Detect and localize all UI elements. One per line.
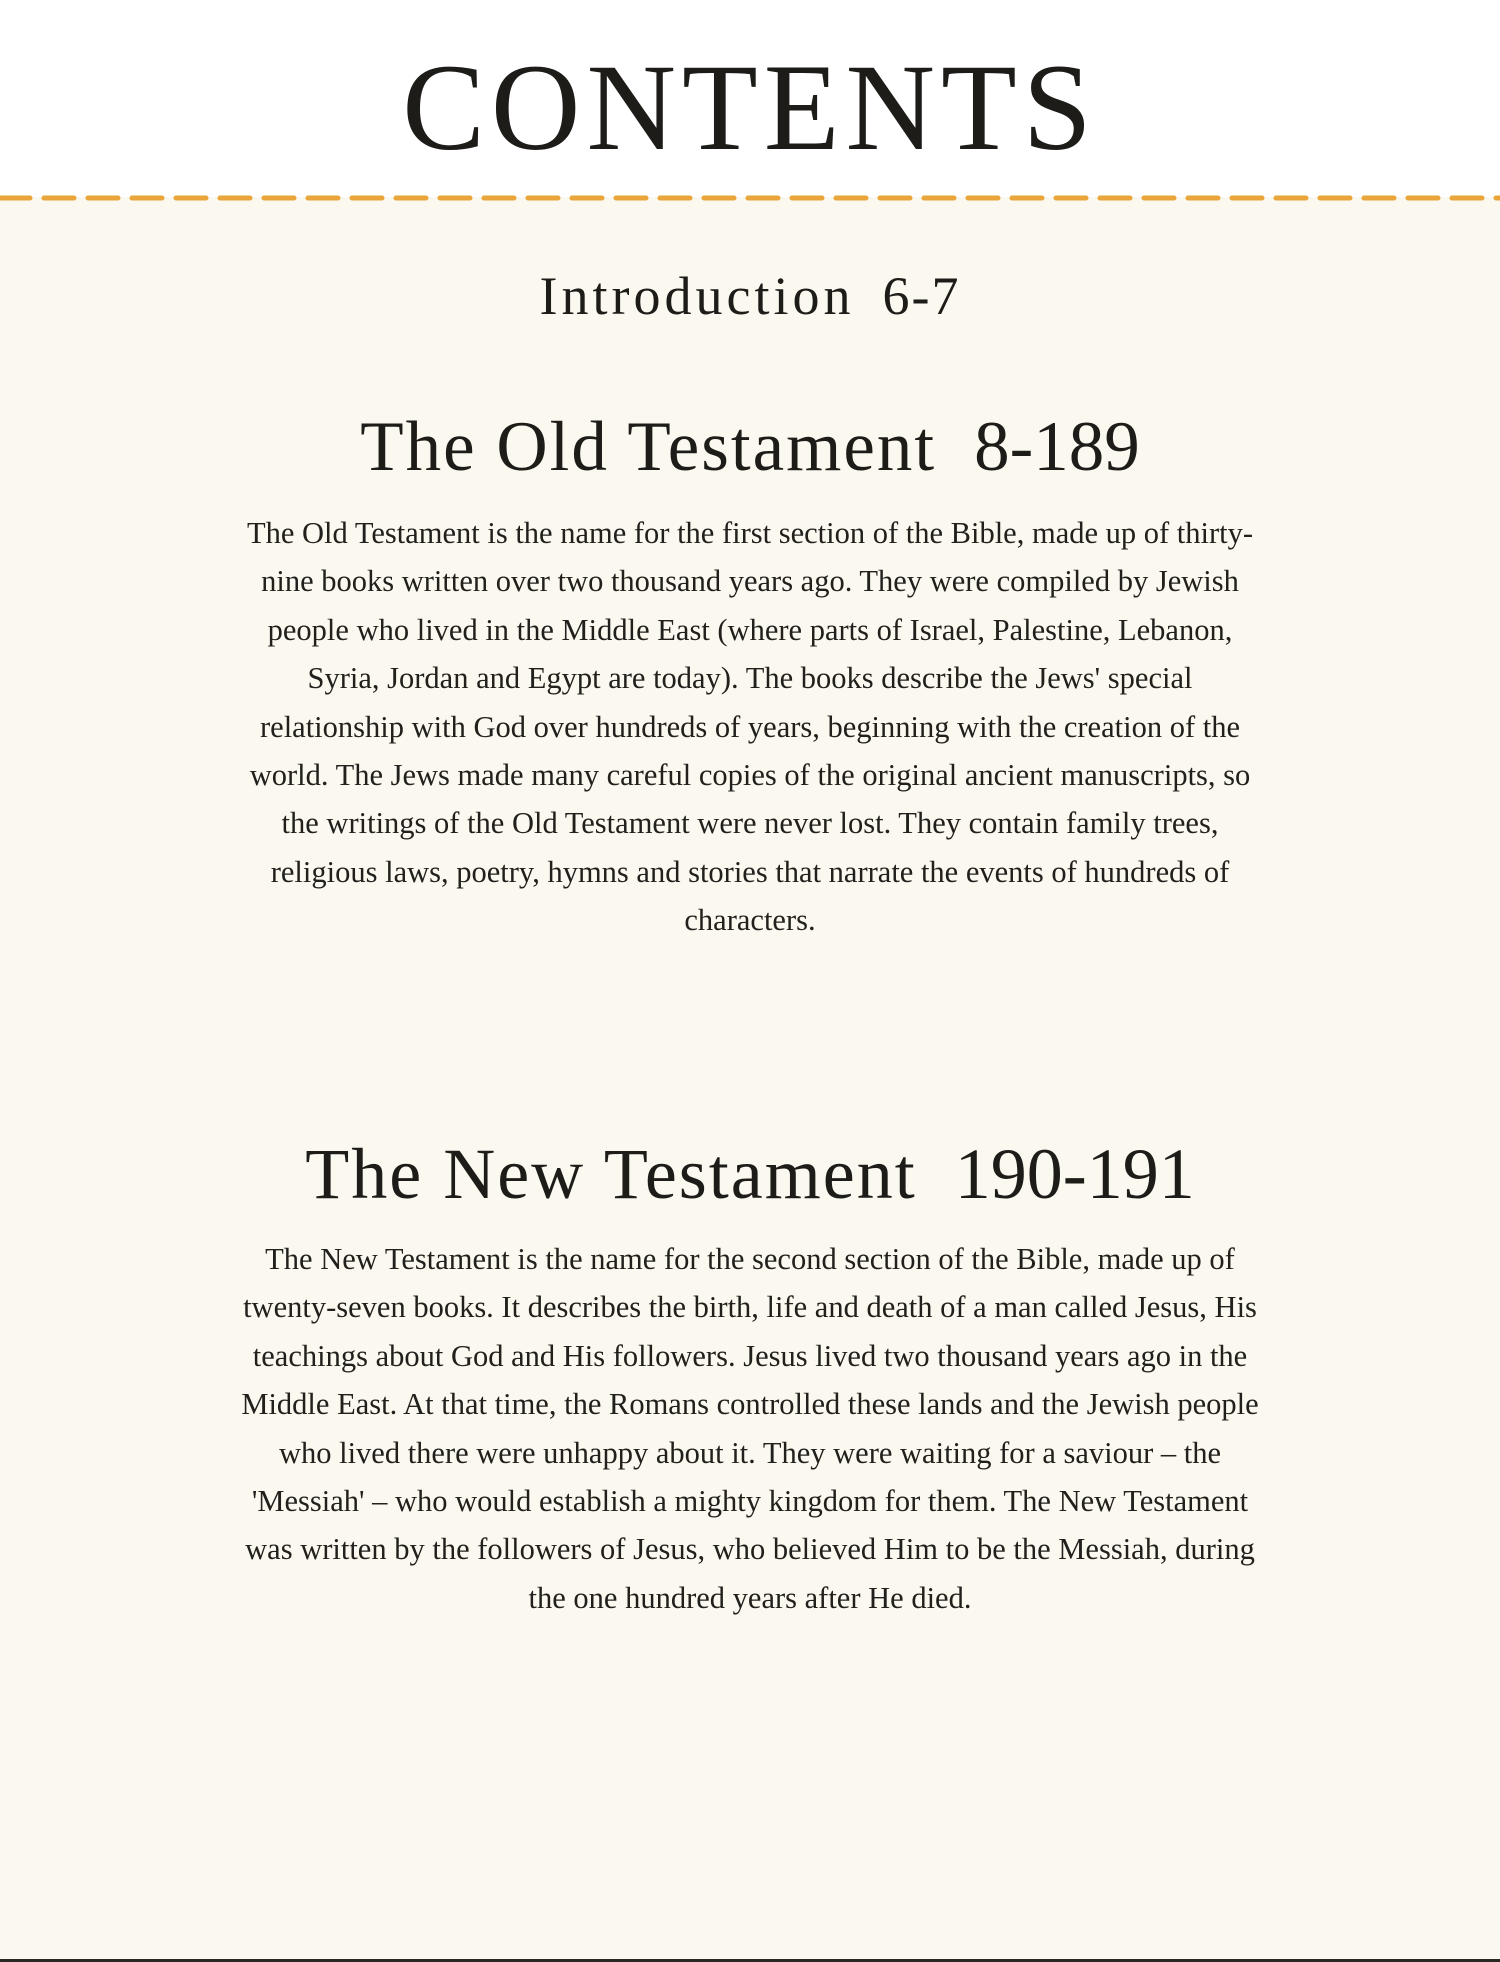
entry-page-range: 190-191 [954, 1134, 1195, 1214]
entry-page-range: 6-7 [882, 266, 961, 326]
contents-entry-old-testament [0, 405, 1500, 489]
entry-title: Introduction [539, 266, 855, 326]
contents-entry-new-testament [0, 1132, 1500, 1216]
page-title: CONTENTS [402, 39, 1098, 176]
entry-page-range: 8-189 [974, 408, 1140, 486]
entry-title: The Old Testament [360, 408, 937, 486]
old-testament-description: The Old Testament is the name for the first section of the Bible, made up of thirty-nine books written over two thousand years ago. They were compiled by Jewish people who lived in the Middle East (where parts of Israel, Palestine, Lebanon, Syria, Jordan and Egypt are today). The books describe the Jews' special relationship with God over hundreds of years, beginning with the creation of the world. The Jews made many careful copies of the original ancient manuscripts, so the writings of the Old Testament were never lost. They contain family trees, religious laws, poetry, hymns and stories that narrate the events of hundreds of characters. [246, 516, 1254, 938]
contents-entry-introduction [0, 264, 1500, 328]
stitch-divider [0, 192, 1500, 204]
new-testament-description: The New Testament is the name for the second section of the Bible, made up of twenty-seven books. It describes the birth, life and death of a man called Jesus, His teachings about God and His followers. Jesus lived two thousand years ago in the Middle East. At that time, the Romans controlled these lands and the Jewish people who lived there were unhappy about it. They were waiting for a saviour – the 'Messiah' – who would establish a mighty kingdom for them. The New Testament was written by the followers of Jesus, who believed Him to be the Messiah, during the one hundred years after He died. [241, 1242, 1259, 1615]
entry-title: The New Testament [305, 1134, 917, 1214]
